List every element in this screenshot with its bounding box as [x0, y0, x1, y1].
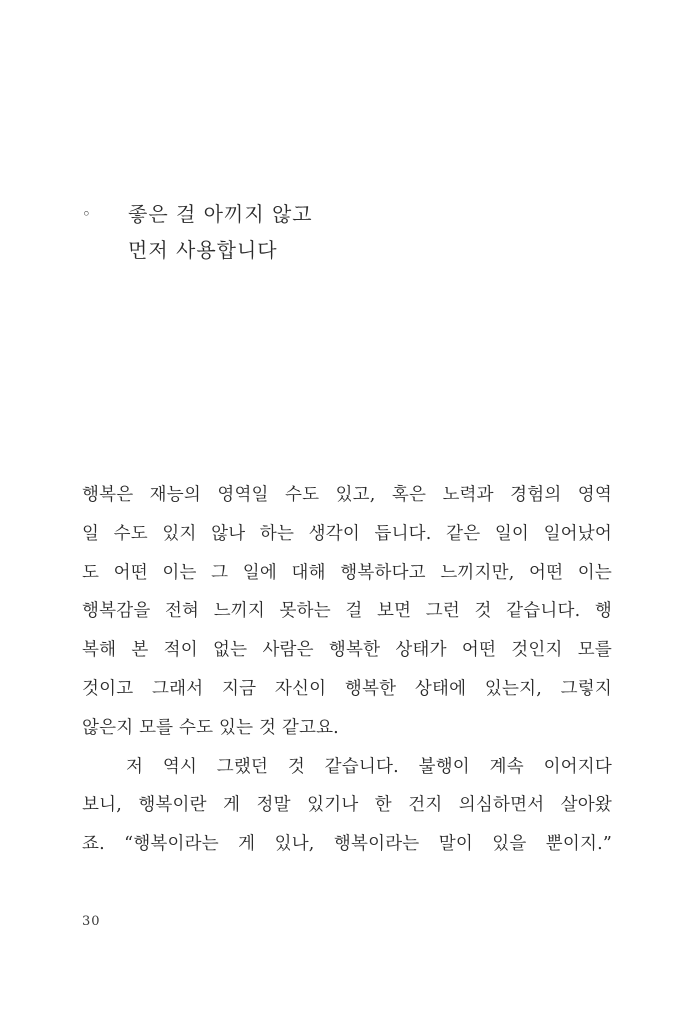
text-line: 일 수도 있지 않나 하는 생각이 듭니다. 같은 일이 일어났어 — [82, 523, 612, 544]
page-number: 30 — [82, 914, 101, 929]
heading-text-1: 좋은 걸 아끼지 않고 — [128, 202, 313, 226]
text-line: 죠. “행복이라는 게 있나, 행복이라는 말이 있을 뿐이지.” — [82, 834, 612, 855]
text-line: 행복은 재능의 영역일 수도 있고, 혹은 노력과 경험의 영역 — [82, 485, 612, 505]
text-line: 저 역시 그랬던 것 같습니다. 불행이 계속 이어지다 — [126, 756, 612, 777]
body-paragraphs — [82, 476, 612, 864]
heading-line-1 — [82, 196, 642, 232]
text-line: 행복감을 전혀 느끼지 못하는 걸 보면 그런 것 같습니다. 행 — [82, 601, 612, 622]
text-line: 않은지 모를 수도 있는 것 같고요. — [82, 717, 339, 738]
text-line: 복해 본 적이 없는 사람은 행복한 상태가 어떤 것인지 모를 — [82, 640, 612, 661]
text-line: 보니, 행복이란 게 정말 있기나 한 건지 의심하면서 살아왔 — [82, 795, 612, 816]
heading-line-2: 먼저 사용합니다 — [128, 238, 278, 262]
text-line: 도 어떤 이는 그 일에 대해 행복하다고 느끼지만, 어떤 이는 — [82, 562, 612, 583]
bullet-circle-icon: ◦ — [82, 205, 92, 223]
chapter-heading — [82, 196, 642, 268]
text-line: 것이고 그래서 지금 자신이 행복한 상태에 있는지, 그렇지 — [82, 678, 612, 699]
